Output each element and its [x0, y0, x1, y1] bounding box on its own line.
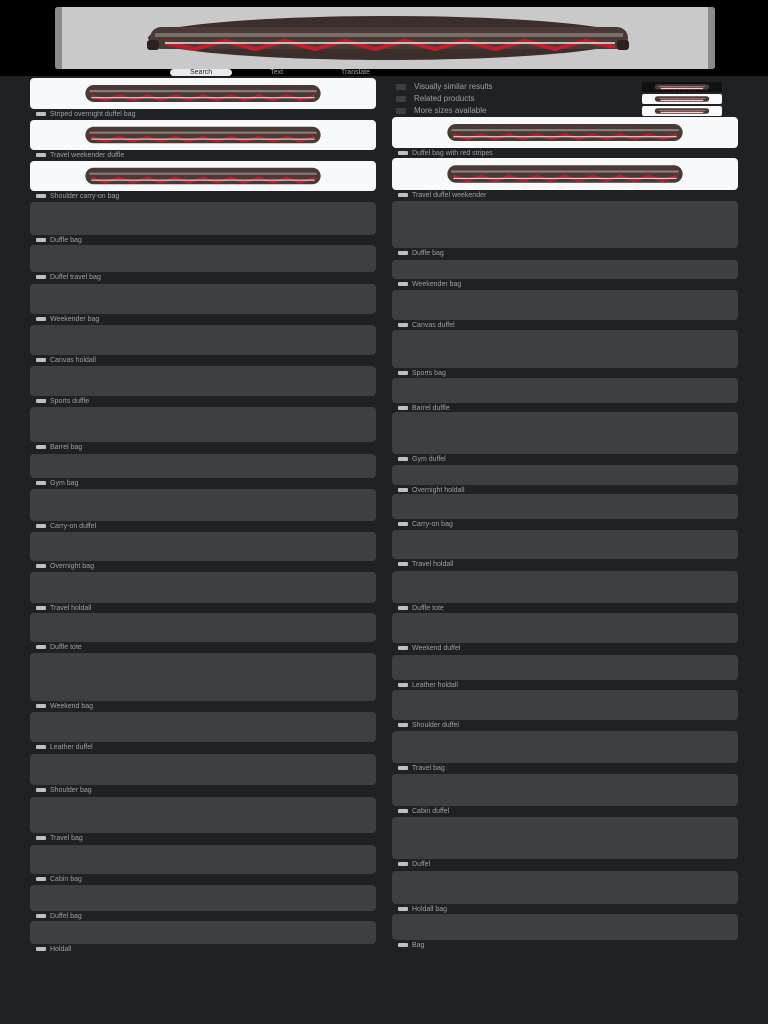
result-thumbnail[interactable]	[30, 325, 376, 355]
result-card[interactable]	[30, 120, 376, 161]
result-caption[interactable]	[36, 743, 366, 752]
result-caption[interactable]	[36, 151, 366, 160]
result-card[interactable]	[30, 407, 376, 453]
site-favicon-icon	[398, 646, 408, 650]
result-caption[interactable]	[36, 192, 366, 201]
site-favicon-icon	[36, 317, 46, 321]
result-caption-text: Striped overnight duffel bag	[50, 111, 136, 118]
result-card[interactable]	[30, 78, 376, 120]
result-card[interactable]	[30, 489, 376, 532]
result-caption[interactable]	[398, 604, 728, 613]
image-icon	[396, 96, 406, 102]
duffel-bag-thumbnail	[642, 106, 722, 116]
site-favicon-icon	[36, 704, 46, 708]
result-caption-text: Carry-on bag	[412, 521, 453, 528]
site-favicon-icon	[398, 371, 408, 375]
query-image[interactable]	[55, 7, 715, 69]
site-favicon-icon	[398, 943, 408, 947]
result-caption-text: Shoulder duffel	[412, 722, 459, 729]
result-thumbnail[interactable]	[392, 494, 738, 519]
result-caption[interactable]	[36, 834, 366, 843]
result-thumbnail[interactable]	[30, 613, 376, 642]
result-caption-text: Duffel travel bag	[50, 274, 101, 281]
result-card[interactable]	[30, 284, 376, 325]
result-caption-text: Duffel	[412, 861, 431, 868]
result-thumbnail[interactable]	[392, 690, 738, 720]
query-preview-area	[0, 0, 768, 76]
result-card[interactable]	[392, 494, 738, 530]
result-caption[interactable]	[398, 321, 728, 330]
image-icon	[396, 84, 406, 90]
site-favicon-icon	[36, 564, 46, 568]
duffel-bag-image	[392, 117, 738, 148]
site-favicon-icon	[398, 606, 408, 610]
result-card[interactable]	[30, 245, 376, 283]
related-item[interactable]	[392, 94, 738, 104]
result-caption-text: Travel bag	[50, 835, 83, 842]
result-caption-text: Leather duffel	[50, 744, 93, 751]
result-card[interactable]	[30, 202, 376, 246]
result-caption-text: Shoulder carry-on bag	[50, 193, 120, 200]
result-card[interactable]	[392, 731, 738, 774]
result-card[interactable]	[392, 871, 738, 915]
result-caption-text: Overnight bag	[50, 563, 94, 570]
result-card[interactable]	[392, 817, 738, 870]
result-caption-text: Duffle bag	[50, 237, 82, 244]
result-card[interactable]	[392, 613, 738, 654]
result-caption-text: Travel holdall	[412, 561, 454, 568]
result-caption-text: Duffel bag with red stripes	[412, 150, 493, 157]
result-thumbnail[interactable]	[392, 774, 738, 806]
result-caption-text: Cabin bag	[50, 876, 82, 883]
duffel-bag-image	[30, 78, 376, 109]
result-thumbnail[interactable]	[30, 120, 376, 150]
image-icon	[396, 108, 406, 114]
result-caption[interactable]	[36, 702, 366, 711]
result-card[interactable]	[392, 655, 738, 691]
site-favicon-icon	[36, 524, 46, 528]
related-thumbnail	[642, 94, 722, 104]
result-thumbnail[interactable]	[30, 284, 376, 314]
result-caption-text: Gym duffel	[412, 456, 446, 463]
result-caption-text: Canvas duffel	[412, 322, 455, 329]
result-caption-text: Weekender bag	[50, 316, 100, 323]
site-favicon-icon	[398, 522, 408, 526]
result-thumbnail[interactable]	[30, 572, 376, 603]
related-item[interactable]	[392, 82, 738, 92]
site-favicon-icon	[398, 862, 408, 866]
result-thumbnail[interactable]	[392, 571, 738, 603]
result-card[interactable]	[30, 712, 376, 753]
result-caption-text: Duffel bag	[50, 913, 82, 920]
duffel-bag-thumbnail	[642, 82, 722, 92]
result-thumbnail[interactable]	[392, 201, 738, 248]
result-caption-text: Duffle tote	[50, 644, 82, 651]
result-caption[interactable]	[36, 443, 366, 452]
related-panel	[392, 78, 738, 116]
site-favicon-icon	[36, 877, 46, 881]
result-caption-text: Shoulder bag	[50, 787, 92, 794]
result-caption-text: Travel holdall	[50, 605, 92, 612]
site-favicon-icon	[398, 457, 408, 461]
site-favicon-icon	[398, 323, 408, 327]
result-card[interactable]	[30, 653, 376, 712]
result-thumbnail[interactable]	[30, 454, 376, 478]
result-thumbnail[interactable]	[392, 731, 738, 763]
result-thumbnail[interactable]	[30, 845, 376, 874]
result-thumbnail[interactable]	[392, 378, 738, 403]
site-favicon-icon	[398, 282, 408, 286]
result-card[interactable]	[392, 378, 738, 414]
site-favicon-icon	[36, 194, 46, 198]
result-thumbnail[interactable]	[30, 202, 376, 235]
result-thumbnail[interactable]	[392, 655, 738, 680]
result-thumbnail[interactable]	[30, 712, 376, 742]
site-favicon-icon	[398, 151, 408, 155]
result-caption-text: Duffle tote	[412, 605, 444, 612]
result-caption[interactable]	[36, 912, 366, 921]
result-card[interactable]	[30, 613, 376, 653]
result-thumbnail[interactable]	[392, 914, 738, 940]
tab-search[interactable]: Search	[170, 69, 232, 76]
result-caption[interactable]	[36, 945, 366, 954]
site-favicon-icon	[36, 836, 46, 840]
result-thumbnail[interactable]	[30, 78, 376, 109]
related-item[interactable]	[392, 106, 738, 116]
result-thumbnail[interactable]	[30, 653, 376, 701]
site-favicon-icon	[398, 193, 408, 197]
site-favicon-icon	[36, 947, 46, 951]
result-card[interactable]	[30, 845, 376, 885]
result-caption-text: Holdall	[50, 946, 72, 953]
site-favicon-icon	[398, 488, 408, 492]
result-thumbnail[interactable]	[392, 465, 738, 485]
site-favicon-icon	[36, 112, 46, 116]
result-thumbnail[interactable]	[30, 245, 376, 272]
result-caption-text: Cabin duffel	[412, 808, 450, 815]
result-thumbnail[interactable]	[392, 613, 738, 643]
result-thumbnail[interactable]	[392, 530, 738, 559]
site-favicon-icon	[36, 445, 46, 449]
result-caption-text: Bag	[412, 942, 425, 949]
site-favicon-icon	[36, 481, 46, 485]
related-thumbnail	[642, 82, 722, 92]
result-card[interactable]	[392, 690, 738, 731]
duffel-bag-image	[392, 158, 738, 190]
tab-translate[interactable]: Translate	[341, 69, 370, 76]
site-favicon-icon	[36, 275, 46, 279]
result-caption-text: Sports duffle	[50, 398, 90, 405]
result-caption[interactable]	[398, 764, 728, 773]
result-caption-text: Travel weekender duffle	[50, 152, 125, 159]
result-caption-text: Carry-on duffel	[50, 523, 97, 530]
result-caption[interactable]	[398, 191, 728, 200]
result-card[interactable]	[30, 532, 376, 572]
result-card[interactable]	[30, 885, 376, 922]
result-caption[interactable]	[398, 905, 728, 914]
duffel-bag-image	[30, 161, 376, 191]
result-caption-text: Leather holdall	[412, 682, 458, 689]
result-caption[interactable]	[398, 149, 728, 158]
result-caption[interactable]	[36, 786, 366, 795]
site-favicon-icon	[398, 809, 408, 813]
result-thumbnail[interactable]	[392, 871, 738, 904]
result-thumbnail[interactable]	[392, 260, 738, 279]
result-thumbnail[interactable]	[392, 817, 738, 859]
result-thumbnail[interactable]	[392, 412, 738, 454]
result-thumbnail[interactable]	[30, 366, 376, 396]
result-card[interactable]	[30, 366, 376, 407]
site-favicon-icon	[398, 562, 408, 566]
site-favicon-icon	[398, 406, 408, 410]
duffel-bag-image	[30, 120, 376, 150]
result-caption[interactable]	[398, 681, 728, 690]
result-caption[interactable]	[398, 280, 728, 289]
result-caption[interactable]	[36, 356, 366, 365]
result-caption[interactable]	[36, 604, 366, 613]
site-favicon-icon	[36, 606, 46, 610]
site-favicon-icon	[36, 645, 46, 649]
result-caption-text: Barrel duffle	[412, 405, 450, 412]
result-thumbnail[interactable]	[30, 532, 376, 561]
site-favicon-icon	[398, 723, 408, 727]
result-caption-text: Travel duffel weekender	[412, 192, 487, 199]
result-thumbnail[interactable]	[30, 885, 376, 911]
site-favicon-icon	[36, 745, 46, 749]
result-card[interactable]	[392, 201, 738, 259]
result-caption[interactable]	[36, 875, 366, 884]
result-card[interactable]	[392, 774, 738, 817]
result-card[interactable]	[392, 914, 738, 951]
site-favicon-icon	[398, 251, 408, 255]
result-caption[interactable]	[398, 520, 728, 529]
related-thumbnail	[642, 106, 722, 116]
lens-tabs	[170, 68, 600, 77]
result-caption-text: Holdall bag	[412, 906, 448, 913]
result-caption-text: Travel bag	[412, 765, 445, 772]
result-caption[interactable]	[36, 110, 366, 119]
result-card[interactable]	[392, 117, 738, 159]
site-favicon-icon	[36, 238, 46, 242]
site-favicon-icon	[398, 907, 408, 911]
result-card[interactable]	[392, 330, 738, 379]
site-favicon-icon	[398, 683, 408, 687]
result-card[interactable]	[30, 325, 376, 366]
result-caption-text: Weekender bag	[412, 281, 462, 288]
result-card[interactable]	[30, 161, 376, 202]
result-caption[interactable]	[398, 455, 728, 464]
related-item-label: Visually similar results	[414, 82, 493, 91]
result-caption[interactable]	[398, 644, 728, 653]
result-thumbnail[interactable]	[392, 158, 738, 190]
result-caption-text: Sports bag	[412, 370, 446, 377]
result-caption[interactable]	[398, 941, 728, 950]
result-thumbnail[interactable]	[392, 117, 738, 148]
result-thumbnail[interactable]	[30, 921, 376, 944]
result-caption-text: Gym bag	[50, 480, 79, 487]
result-card[interactable]	[30, 754, 376, 796]
site-favicon-icon	[36, 153, 46, 157]
result-card[interactable]	[392, 412, 738, 465]
site-favicon-icon	[398, 766, 408, 770]
result-card[interactable]	[392, 465, 738, 496]
result-card[interactable]	[30, 921, 376, 955]
result-thumbnail[interactable]	[30, 407, 376, 442]
site-favicon-icon	[36, 399, 46, 403]
result-caption[interactable]	[36, 643, 366, 652]
tab-text[interactable]: Text	[270, 69, 284, 76]
result-caption[interactable]	[398, 721, 728, 730]
result-thumbnail[interactable]	[30, 754, 376, 785]
duffel-bag-image	[55, 7, 715, 69]
result-thumbnail[interactable]	[30, 489, 376, 521]
result-caption[interactable]	[36, 522, 366, 531]
result-caption[interactable]	[398, 807, 728, 816]
result-card[interactable]	[30, 572, 376, 614]
result-caption[interactable]	[36, 273, 366, 282]
result-card[interactable]	[392, 571, 738, 614]
related-item-label: More sizes available	[414, 106, 487, 115]
result-thumbnail[interactable]	[30, 797, 376, 833]
result-caption[interactable]	[36, 562, 366, 571]
result-thumbnail[interactable]	[392, 330, 738, 368]
result-caption[interactable]	[398, 860, 728, 869]
result-card[interactable]	[392, 290, 738, 331]
site-favicon-icon	[36, 358, 46, 362]
result-card[interactable]	[392, 260, 738, 290]
related-item-label: Related products	[414, 94, 475, 103]
result-caption[interactable]	[36, 236, 366, 245]
result-card[interactable]	[30, 797, 376, 844]
result-caption-text: Duffle bag	[412, 250, 444, 257]
result-thumbnail[interactable]	[30, 161, 376, 191]
result-caption-text: Canvas holdall	[50, 357, 96, 364]
result-caption-text: Barrel bag	[50, 444, 83, 451]
site-favicon-icon	[36, 788, 46, 792]
result-caption-text: Weekend duffel	[412, 645, 461, 652]
result-caption[interactable]	[398, 369, 728, 378]
result-caption[interactable]	[398, 249, 728, 258]
result-caption[interactable]	[36, 479, 366, 488]
result-card[interactable]	[392, 530, 738, 570]
result-thumbnail[interactable]	[392, 290, 738, 320]
result-caption[interactable]	[398, 560, 728, 569]
result-card[interactable]	[392, 158, 738, 201]
result-caption[interactable]	[36, 397, 366, 406]
result-caption[interactable]	[36, 315, 366, 324]
result-card[interactable]	[30, 454, 376, 489]
result-caption-text: Overnight holdall	[412, 487, 465, 494]
site-favicon-icon	[36, 914, 46, 918]
duffel-bag-thumbnail	[642, 94, 722, 104]
result-caption-text: Weekend bag	[50, 703, 94, 710]
